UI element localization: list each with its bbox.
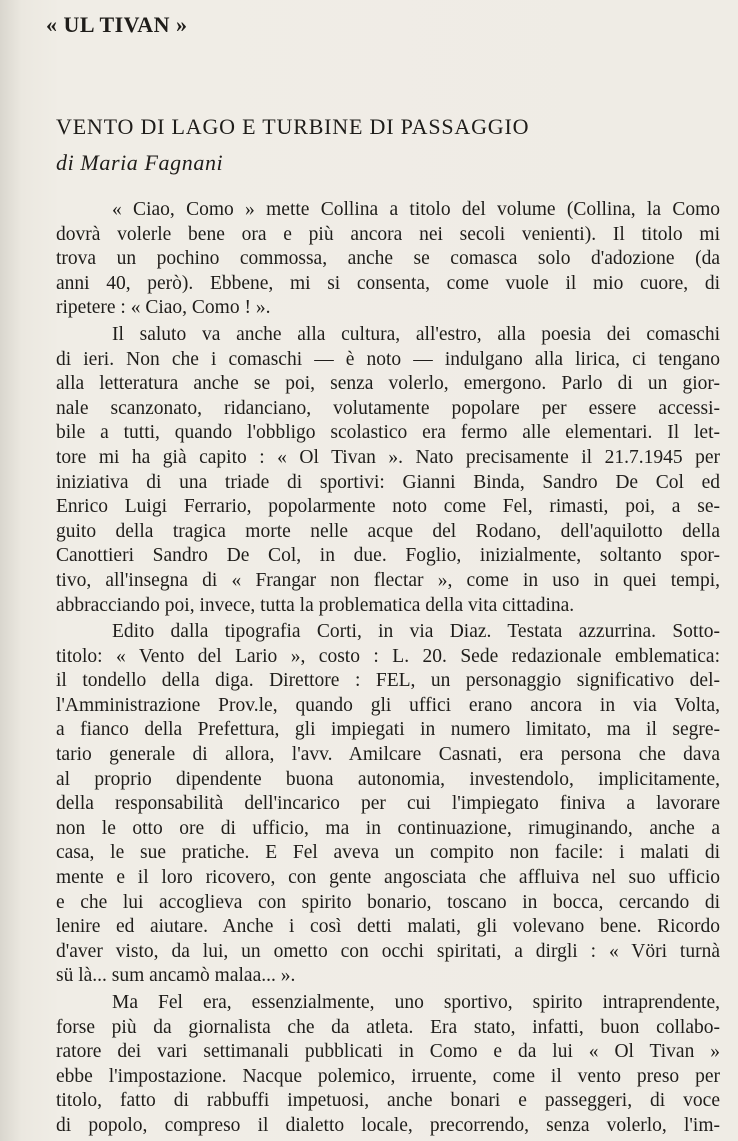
text-line: trova un pochino commossa, anche se comasca solo d'adozione (da: [56, 248, 720, 270]
paragraph-3: [56, 620, 720, 989]
text-line: abbracciando poi, invece, tutta la problematica della vita cittadina.: [56, 594, 575, 616]
text-line: iniziativa di una triade di sportivi: Gianni Binda, Sandro De Col ed: [56, 471, 720, 493]
text-line: mente e il loro ricovero, con gente angosciata che affluiva nel suo ufficio: [56, 867, 720, 889]
text-line: di ieri. Non che i comaschi — è noto — indulgano alla lirica, ci tengano: [56, 348, 720, 370]
text-line: l'Amministrazione Prov.le, quando gli uffici erano ancora in via Volta,: [56, 694, 720, 716]
text-line: alla letteratura anche se poi, senza volerlo, emergono. Parlo di un gior-: [56, 373, 720, 395]
text-line: di popolo, compreso il dialetto locale, precorrendo, senza volerlo, l'im-: [56, 1114, 720, 1136]
article-byline: di Maria Fagnani: [56, 150, 224, 175]
text-line: anni 40, però). Ebbene, mi si consenta, come vuole il mio cuore, di: [56, 272, 720, 294]
text-line: casa, le sue pratiche. E Fel aveva un compito non facile: i malati di: [56, 842, 720, 864]
text-line: Canottieri Sandro De Col, in due. Foglio, inizialmente, soltanto spor-: [56, 545, 720, 567]
text-line: non le otto ore di ufficio, ma in continuazione, rimuginando, anche a: [56, 817, 720, 839]
text-line: il tondello della diga. Direttore : FEL, un personaggio significativo del-: [56, 670, 720, 692]
article-body: [56, 198, 720, 1141]
paragraph-4: [56, 991, 720, 1139]
text-line: titolo, fatto di rabbuffi impetuosi, anche bonari e passeggeri, di voce: [56, 1090, 720, 1112]
text-line: della responsabilità dell'incarico per cui l'impiegato finiva a lavorare: [56, 793, 720, 815]
text-line: tore mi ha già capito : « Ol Tivan ». Nato precisamente il 21.7.1945 per: [56, 446, 720, 468]
text-line: a fianco della Prefettura, gli impiegati in numero limitato, ma il segre-: [56, 719, 720, 741]
text-line: ripetere : « Ciao, Como ! ».: [56, 297, 271, 319]
text-line: Ma Fel era, essenzialmente, uno sportivo, spirito intraprendente,: [112, 992, 720, 1013]
article-title: VENTO DI LAGO E TURBINE DI PASSAGGIO: [56, 114, 530, 139]
text-line: titolo: « Vento del Lario », costo : L. 20. Sede redazionale emblematica:: [56, 645, 720, 667]
text-line: forse più da giornalista che da atleta. Era stato, infatti, buon collabo-: [56, 1016, 720, 1038]
text-line: nale scanzonato, ridanciano, volutamente popolare per essere accessi-: [56, 397, 720, 419]
text-line: « Ciao, Como » mette Collina a titolo del volume (Collina, la Como: [112, 199, 720, 220]
text-line: ebbe l'impostazione. Nacque polemico, irruente, come il vento preso per: [56, 1065, 720, 1087]
text-line: sü là... sum ancamò malaa... ».: [56, 965, 296, 987]
text-line: ratore dei vari settimanali pubblicati in Como e da lui « Ol Tivan »: [56, 1041, 720, 1063]
text-line: d'aver visto, da lui, un ometto con occhi spiritati, a dirgli : « Vöri turnà: [56, 940, 720, 962]
paragraph-1: [56, 198, 720, 321]
text-line: Enrico Luigi Ferrario, popolarmente noto come Fel, rimasti, poi, a se-: [56, 496, 720, 518]
text-line: al proprio dipendente buona autonomia, investendolo, implicitamente,: [56, 768, 720, 790]
text-line: lenire ed aiutare. Anche i così detti malati, gli volevano bene. Ricordo: [56, 916, 720, 938]
text-line: guito della tragica morte nelle acque del Rodano, dell'aquilotto della: [56, 520, 720, 542]
running-head: « UL TIVAN »: [46, 12, 188, 37]
text-line: tivo, all'insegna di « Frangar non flectar », come in uso in quei tempi,: [56, 569, 720, 591]
text-line: tario generale di allora, l'avv. Amilcare Casnati, era persona che dava: [56, 744, 720, 766]
text-line: bile a tutti, quando l'obbligo scolastico era fermo alle elementari. Il let-: [56, 422, 720, 444]
text-line: dovrà volerle bene ora e più ancora nei secoli venienti). Il titolo mi: [56, 223, 720, 245]
paragraph-2: [56, 323, 720, 618]
text-line: e che lui accoglieva con spirito bonario, toscano in bocca, cercando di: [56, 891, 720, 913]
text-line: Edito dalla tipografia Corti, in via Diaz. Testata azzurrina. Sotto-: [112, 621, 720, 643]
text-line: Il saluto va anche alla cultura, all'estro, alla poesia dei comaschi: [112, 323, 720, 345]
